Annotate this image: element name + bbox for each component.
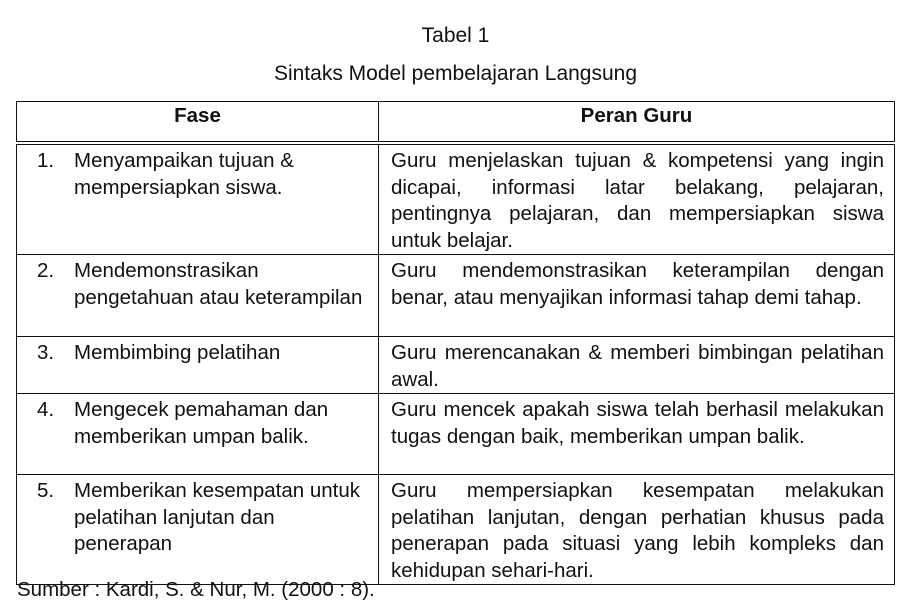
phase-cell [17, 255, 379, 337]
role-cell [379, 394, 895, 475]
phase-number: 1. [37, 149, 55, 172]
phase-text: Membimbing pelatihan [74, 341, 281, 364]
header-row [17, 102, 895, 144]
role-text: Guru mendemonstrasikan keterampilan dengan benar, atau menyajikan informasi tahap demi tahap. [391, 259, 884, 309]
phase-cell [17, 475, 379, 585]
table-subtitle: Sintaks Model pembelajaran Langsung [273, 62, 638, 85]
role-cell [379, 337, 895, 394]
table-row [17, 394, 895, 475]
role-text: Guru menjelaskan tujuan & kompetensi yang ingin dicapai, informasi latar belakang, pelajaran, pentingnya pelajaran, dan mempersiapkan siswa untuk belajar. [391, 149, 884, 252]
phase-number: 4. [37, 398, 55, 421]
table-row [17, 255, 895, 337]
role-cell [379, 475, 895, 585]
role-text: Guru mempersiapkan kesempatan melakukan pelatihan lanjutan, dengan perhatian khusus pada penerapan pada situasi yang lebih kompleks dan kehidupan sehari-hari. [391, 479, 884, 582]
table-row [17, 143, 895, 255]
phase-number: 3. [37, 341, 55, 364]
phase-number: 5. [37, 479, 55, 502]
phase-text: Menyampaikan tujuan & mempersiapkan siswa. [74, 149, 294, 199]
table-title: Tabel 1 [421, 24, 490, 47]
phase-number: 2. [37, 259, 55, 282]
phase-text: Mendemonstrasikan pengetahuan atau keterampilan [74, 259, 363, 309]
phase-text: Memberikan kesempatan untuk pelatihan lanjutan dan penerapan [74, 479, 361, 555]
source-citation: Sumber : Kardi, S. & Nur, M. (2000 : 8). [17, 578, 375, 601]
table-row [17, 475, 895, 585]
table-row [17, 337, 895, 394]
syntax-table [16, 101, 895, 585]
header-role: Peran Guru [379, 102, 895, 144]
phase-text: Mengecek pemahaman dan memberikan umpan balik. [74, 398, 329, 448]
role-text: Guru merencanakan & memberi bimbingan pelatihan awal. [391, 341, 884, 391]
phase-cell [17, 143, 379, 255]
role-cell [379, 143, 895, 255]
header-phase: Fase [17, 102, 379, 144]
role-text: Guru mencek apakah siswa telah berhasil melakukan tugas dengan baik, memberikan umpan balik. [391, 398, 884, 448]
role-cell [379, 255, 895, 337]
phase-cell [17, 394, 379, 475]
phase-cell [17, 337, 379, 394]
